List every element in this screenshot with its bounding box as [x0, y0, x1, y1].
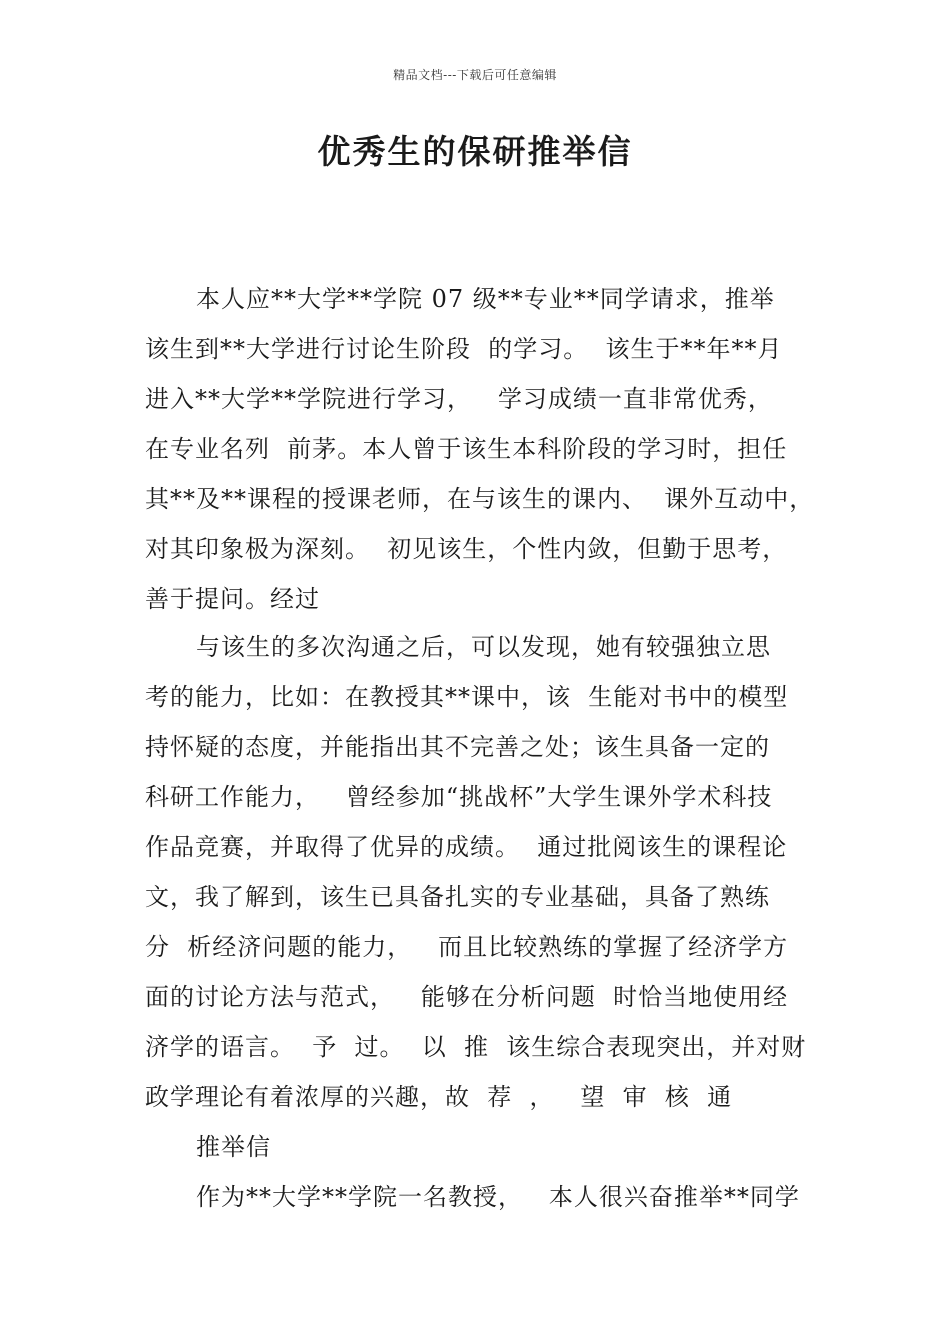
- body-line: 科研工作能力， 曾经参加“挑战杯”大学生课外学术科技: [145, 783, 773, 811]
- body-line: 面的讨论方法与范式， 能够在分析问题 时恰当地使用经: [145, 983, 789, 1011]
- body-line: 善于提问。经过: [145, 585, 320, 613]
- body-line: 文，我了解到，该生已具备扎实的专业基础，具备了熟练: [145, 883, 770, 911]
- page-header-note: 精品文档---下载后可任意编辑: [393, 68, 557, 82]
- body-line: 该生到**大学进行讨论生阶段 的学习。 该生于**年**月: [145, 335, 783, 363]
- body-line: 作为**大学**学院一名教授， 本人很兴奋推举**同学: [196, 1183, 800, 1211]
- body-line: 进入**大学**学院进行学习， 学习成绩一直非常优秀，: [145, 385, 773, 413]
- body-line: 分 析经济问题的能力， 而且比较熟练的掌握了经济学方: [145, 933, 789, 961]
- body-line: 考的能力，比如：在教授其**课中，该 生能对书中的模型: [145, 683, 789, 711]
- body-line: 其**及**课程的授课老师，在与该生的课内、 课外互动中，: [145, 485, 815, 513]
- body-line: 作品竞赛，并取得了优异的成绩。 通过批阅该生的课程论: [145, 833, 788, 861]
- body-line: 本人应**大学**学院 07 级**专业**同学请求，推举: [196, 285, 775, 313]
- body-line: 济学的语言。 予 过。 以 推 该生综合表现突出，并对财: [145, 1033, 807, 1061]
- section-heading: 推举信: [196, 1133, 271, 1161]
- body-line: 持怀疑的态度，并能指出其不完善之处；该生具备一定的: [145, 733, 770, 761]
- body-line: 政学理论有着浓厚的兴趣，故 荐 ， 望 审 核 通: [145, 1083, 733, 1111]
- body-line: 对其印象极为深刻。 初见该生，个性内敛，但勤于思考，: [145, 535, 788, 563]
- body-line: 在专业名列 前茅。本人曾于该生本科阶段的学习时，担任: [145, 435, 788, 463]
- body-line: 与该生的多次沟通之后，可以发现，她有较强独立思: [196, 633, 771, 661]
- document-title: 优秀生的保研推举信: [317, 132, 633, 171]
